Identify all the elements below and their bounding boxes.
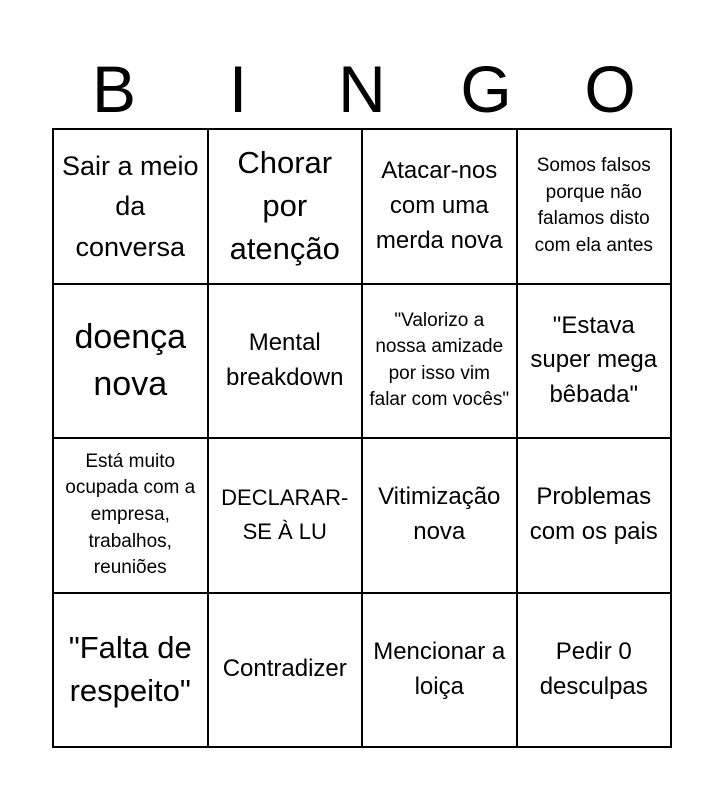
cell-text: Contradizer (222, 655, 347, 683)
cell-text: Sair a meio da conversa (61, 150, 199, 262)
cell-text: Está muito ocupada com a empresa, trabalhos, reuniões (65, 450, 196, 579)
bingo-cell[interactable] (363, 594, 518, 749)
bingo-cell[interactable] (54, 439, 209, 594)
cell-text: Vitimização nova (378, 483, 501, 546)
bingo-cell[interactable] (209, 130, 364, 285)
bingo-cell[interactable] (363, 285, 518, 440)
header-letter-b: B (91, 52, 137, 126)
bingo-cell[interactable] (518, 130, 673, 285)
cell-text: Chorar por atenção (229, 145, 340, 266)
cell-text: Problemas com os pais (529, 483, 658, 546)
cell-text: Mental breakdown (226, 328, 344, 391)
cell-text: Mencionar a loiça (373, 637, 506, 700)
cell-text: Pedir 0 desculpas (539, 637, 648, 700)
cell-text: DECLARAR-SE À LU (221, 485, 349, 545)
bingo-cell[interactable] (54, 285, 209, 440)
bingo-cell[interactable] (209, 594, 364, 749)
bingo-cell[interactable] (518, 285, 673, 440)
bingo-cell[interactable] (54, 594, 209, 749)
bingo-cell[interactable] (363, 130, 518, 285)
bingo-cell[interactable] (209, 439, 364, 594)
header-letter-o: O (584, 52, 636, 126)
cell-text: "Falta de respeito" (68, 629, 192, 708)
bingo-header (52, 50, 672, 128)
cell-text: "Estava super mega bêbada" (530, 311, 658, 409)
cell-text: "Valorizo a nossa amizade por isso vim falar com vocês" (369, 309, 510, 411)
bingo-cell[interactable] (54, 130, 209, 285)
bingo-grid (52, 128, 672, 748)
cell-text: Atacar-nos com uma merda nova (375, 157, 503, 254)
header-letter-n: N (338, 52, 386, 126)
bingo-cell[interactable] (518, 594, 673, 749)
cell-text: doença nova (74, 317, 187, 403)
bingo-cell[interactable] (209, 285, 364, 440)
bingo-cell[interactable] (518, 439, 673, 594)
cell-text: Somos falsos porque não falamos disto com ela antes (534, 155, 653, 256)
header-letter-g: G (460, 52, 512, 126)
bingo-cell[interactable] (363, 439, 518, 594)
header-letter-i: I (228, 52, 248, 126)
